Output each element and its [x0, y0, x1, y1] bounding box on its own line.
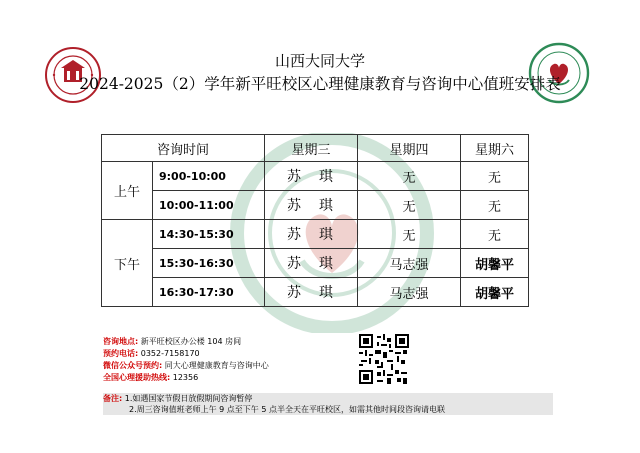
wednesday-staff: 苏 琪 — [265, 249, 358, 278]
saturday-staff: 胡馨平 — [461, 278, 529, 307]
time-slot: 14:30-15:30 — [153, 220, 265, 249]
address-label: 咨询地点: — [103, 337, 139, 346]
table-row — [102, 191, 529, 220]
table-row — [102, 220, 529, 249]
wednesday-staff: 苏 琪 — [265, 278, 358, 307]
wechat-line — [103, 360, 269, 372]
time-slot: 16:30-17:30 — [153, 278, 265, 307]
column-header-saturday: 星期六 — [461, 135, 529, 162]
address-value: 新平旺校区办公楼 104 房间 — [140, 337, 242, 346]
thursday-staff: 无 — [358, 191, 461, 220]
time-slot: 9:00-10:00 — [153, 162, 265, 191]
wednesday-staff: 苏 琪 — [265, 220, 358, 249]
table-header-row — [102, 135, 529, 162]
wednesday-staff: 苏 琪 — [265, 191, 358, 220]
period-afternoon: 下午 — [102, 220, 153, 307]
table-row — [102, 162, 529, 191]
notes-section — [103, 393, 553, 415]
column-header-time: 咨询时间 — [102, 135, 265, 162]
time-slot: 15:30-16:30 — [153, 249, 265, 278]
phone-label: 预约电话: — [103, 349, 139, 358]
contact-info — [103, 336, 269, 384]
thursday-staff: 马志强 — [358, 278, 461, 307]
thursday-staff: 马志强 — [358, 249, 461, 278]
table-row — [102, 278, 529, 307]
notes-label: 备注: — [103, 394, 123, 403]
phone-value: 0352-7158170 — [140, 349, 200, 358]
thursday-staff: 无 — [358, 162, 461, 191]
address-line — [103, 336, 269, 348]
phone-line — [103, 348, 269, 360]
thursday-staff: 无 — [358, 220, 461, 249]
period-morning: 上午 — [102, 162, 153, 220]
note-line-1 — [103, 393, 553, 404]
note-line-2 — [103, 404, 553, 415]
hotline-value: 12356 — [172, 373, 199, 382]
note-item: 1.如遇国家节假日放假期间咨询暂停 — [124, 394, 253, 403]
table-row — [102, 249, 529, 278]
time-slot: 10:00-11:00 — [153, 191, 265, 220]
saturday-staff: 无 — [461, 162, 529, 191]
hotline-line — [103, 372, 269, 384]
saturday-staff: 无 — [461, 220, 529, 249]
column-header-thursday: 星期四 — [358, 135, 461, 162]
saturday-staff: 胡馨平 — [461, 249, 529, 278]
wechat-value: 同大心理健康教育与咨询中心 — [164, 361, 269, 370]
page-title: 2024-2025（2）学年新平旺校区心理健康教育与咨询中心值班安排表 — [79, 75, 561, 93]
note-item: 2.周三咨询值班老师上午 9 点至下午 5 点半全天在平旺校区，如需其他时间段咨询请电联 — [129, 405, 445, 414]
schedule-table — [101, 134, 529, 307]
column-header-wednesday: 星期三 — [265, 135, 358, 162]
hotline-label: 全国心理援助热线: — [103, 373, 171, 382]
wednesday-staff: 苏 琪 — [265, 162, 358, 191]
saturday-staff: 无 — [461, 191, 529, 220]
university-name: 山西大同大学 — [274, 52, 365, 70]
wechat-label: 微信公众号预约: — [103, 361, 163, 370]
qr-code-icon — [359, 334, 409, 384]
